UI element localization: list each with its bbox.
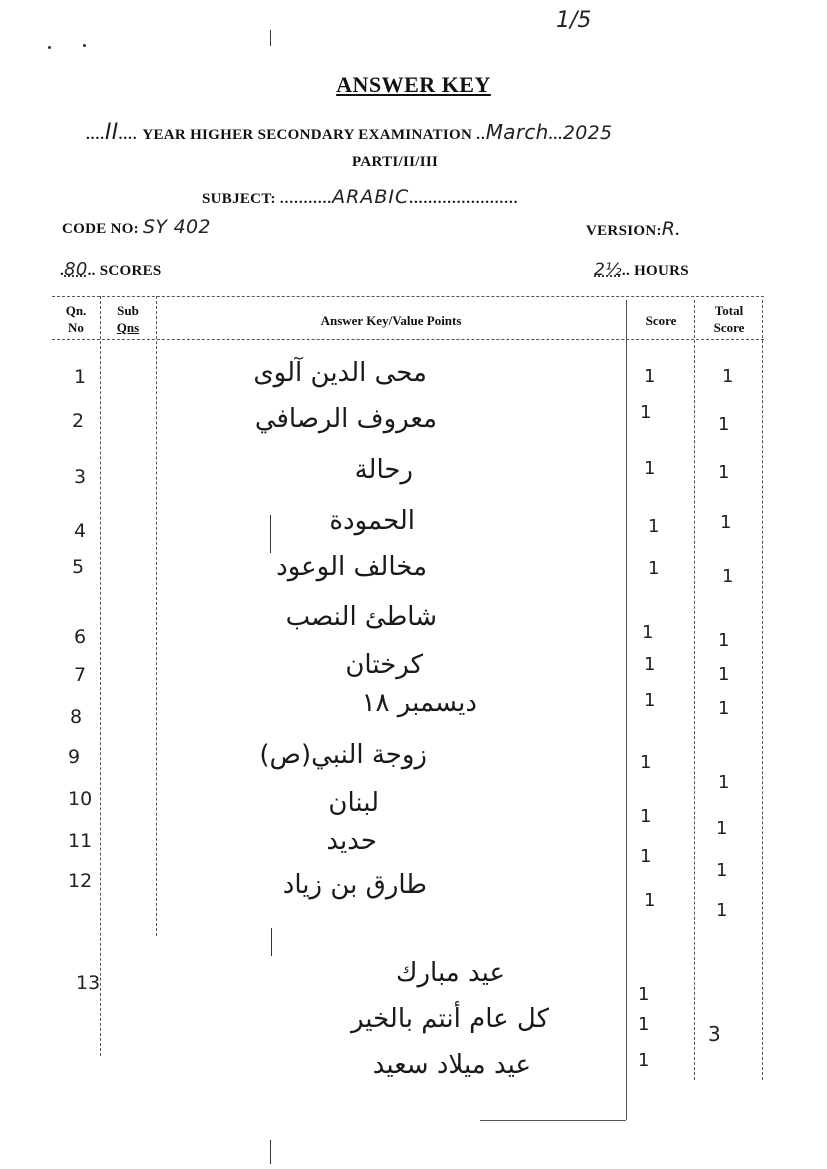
table-bottom-rule (480, 1120, 626, 1121)
answer-13-c: عيد ميلاد سعيد (372, 1050, 531, 1080)
score-13-c: 1 (638, 1050, 650, 1071)
answer-2: معروف الرصافي (254, 404, 437, 434)
answer-10: لبنان (328, 788, 379, 818)
answer-12: طارق بن زياد (282, 870, 427, 900)
qn-8: 8 (70, 706, 83, 728)
score-9: 1 (640, 752, 652, 773)
scores-value: 80 (64, 259, 88, 280)
year-value: II (105, 120, 119, 145)
answer-6: شاطئ النصب (285, 602, 437, 632)
score-13-b: 1 (638, 1014, 650, 1035)
col-header-sub: Sub Qns (116, 303, 140, 335)
subject-value: ARABIC (332, 186, 410, 208)
col-header-answer: Answer Key/Value Points (320, 313, 462, 328)
qn-7: 7 (74, 664, 87, 686)
part-value: I/II/III (392, 154, 439, 170)
answer-9: زوجة النبي(ص) (259, 740, 427, 770)
col-header-score: Score (645, 313, 677, 328)
version-label: VERSION: (586, 223, 662, 239)
table-top-rule (52, 296, 764, 297)
total-7: 1 (718, 664, 730, 685)
col-divider (694, 300, 695, 1080)
hours-value: 2½ (594, 260, 622, 280)
qn-11: 11 (68, 830, 93, 852)
score-1: 1 (644, 366, 656, 387)
col-divider (762, 300, 763, 1080)
score-4: 1 (648, 516, 660, 537)
total-11: 1 (716, 860, 728, 881)
table-header-rule (52, 339, 764, 340)
total-1: 1 (722, 366, 734, 387)
qn-3: 3 (74, 466, 87, 488)
code-value: SY 402 (143, 216, 211, 238)
scan-speck (48, 46, 51, 49)
answer-5: مخالف الوعود (276, 552, 427, 582)
score-10: 1 (640, 806, 652, 827)
exam-line: ....II.... YEAR HIGHER SECONDARY EXAMINATION ..March...2025 (86, 120, 613, 145)
total-3: 1 (718, 462, 730, 483)
answer-1: محى الدين آلوى (253, 358, 427, 388)
exam-year-value: 2025 (562, 122, 613, 144)
total-12: 1 (716, 900, 728, 921)
qn-10: 10 (68, 788, 93, 810)
hours-label: HOURS (634, 263, 689, 279)
scan-mark (270, 1140, 271, 1164)
code-line (62, 216, 211, 238)
answer-11: حديد (326, 826, 377, 856)
score-7: 1 (644, 654, 656, 675)
total-8: 1 (718, 698, 730, 719)
version-line: VERSION:R. (586, 218, 680, 240)
scan-speck (83, 44, 86, 47)
qn-1: 1 (74, 366, 87, 388)
total-13: 3 (708, 1022, 721, 1046)
total-5: 1 (722, 566, 734, 587)
col-divider (626, 300, 627, 1120)
qn-13: 13 (76, 972, 101, 994)
col-divider (100, 296, 101, 1056)
score-3: 1 (644, 458, 656, 479)
qn-2: 2 (72, 410, 85, 432)
qn-4: 4 (74, 520, 87, 542)
hours-line: 2½.. HOURS (594, 260, 689, 280)
answer-4: الحمودة (329, 506, 415, 536)
score-5: 1 (648, 558, 660, 579)
page-title: ANSWER KEY (336, 72, 491, 97)
score-6: 1 (642, 622, 654, 643)
answer-13-a: عيد مبارك (396, 958, 505, 988)
qn-6: 6 (74, 626, 87, 648)
score-13-a: 1 (638, 984, 650, 1005)
part-line (352, 154, 438, 171)
subject-line: SUBJECT: ...........ARABIC....................... (202, 186, 519, 208)
answer-7: كرختان (345, 650, 423, 680)
month-value: March (485, 120, 549, 144)
score-12: 1 (644, 890, 656, 911)
qn-5: 5 (72, 556, 85, 578)
part-label: PART (352, 154, 393, 170)
scan-mark (270, 515, 271, 553)
scores-label: SCORES (99, 263, 162, 279)
col-header-qn: Qn. No (65, 303, 87, 335)
score-8: 1 (644, 690, 656, 711)
total-4: 1 (720, 512, 732, 533)
score-11: 1 (640, 846, 652, 867)
total-6: 1 (718, 630, 730, 651)
page-number: 1/5 (556, 8, 592, 33)
subject-label: SUBJECT: (202, 191, 276, 207)
col-header-total: Total Score (713, 303, 745, 335)
answer-3: رحالة (354, 455, 413, 485)
qn-9: 9 (68, 746, 81, 768)
total-9: 1 (718, 772, 730, 793)
version-value: R (661, 218, 676, 240)
total-10: 1 (716, 818, 728, 839)
scores-line: .80.. SCORES (60, 259, 162, 280)
exam-label: YEAR HIGHER SECONDARY EXAMINATION (142, 127, 473, 143)
scan-mark (270, 30, 271, 46)
answer-8: ديسمبر ١٨ (361, 688, 477, 718)
total-2: 1 (718, 414, 730, 435)
code-label: CODE NO: (62, 221, 139, 237)
col-divider (156, 296, 157, 936)
answer-13-b: كل عام أنتم بالخير (350, 1004, 549, 1034)
scan-mark (271, 928, 272, 956)
qn-12: 12 (68, 870, 93, 892)
score-2: 1 (640, 402, 652, 423)
